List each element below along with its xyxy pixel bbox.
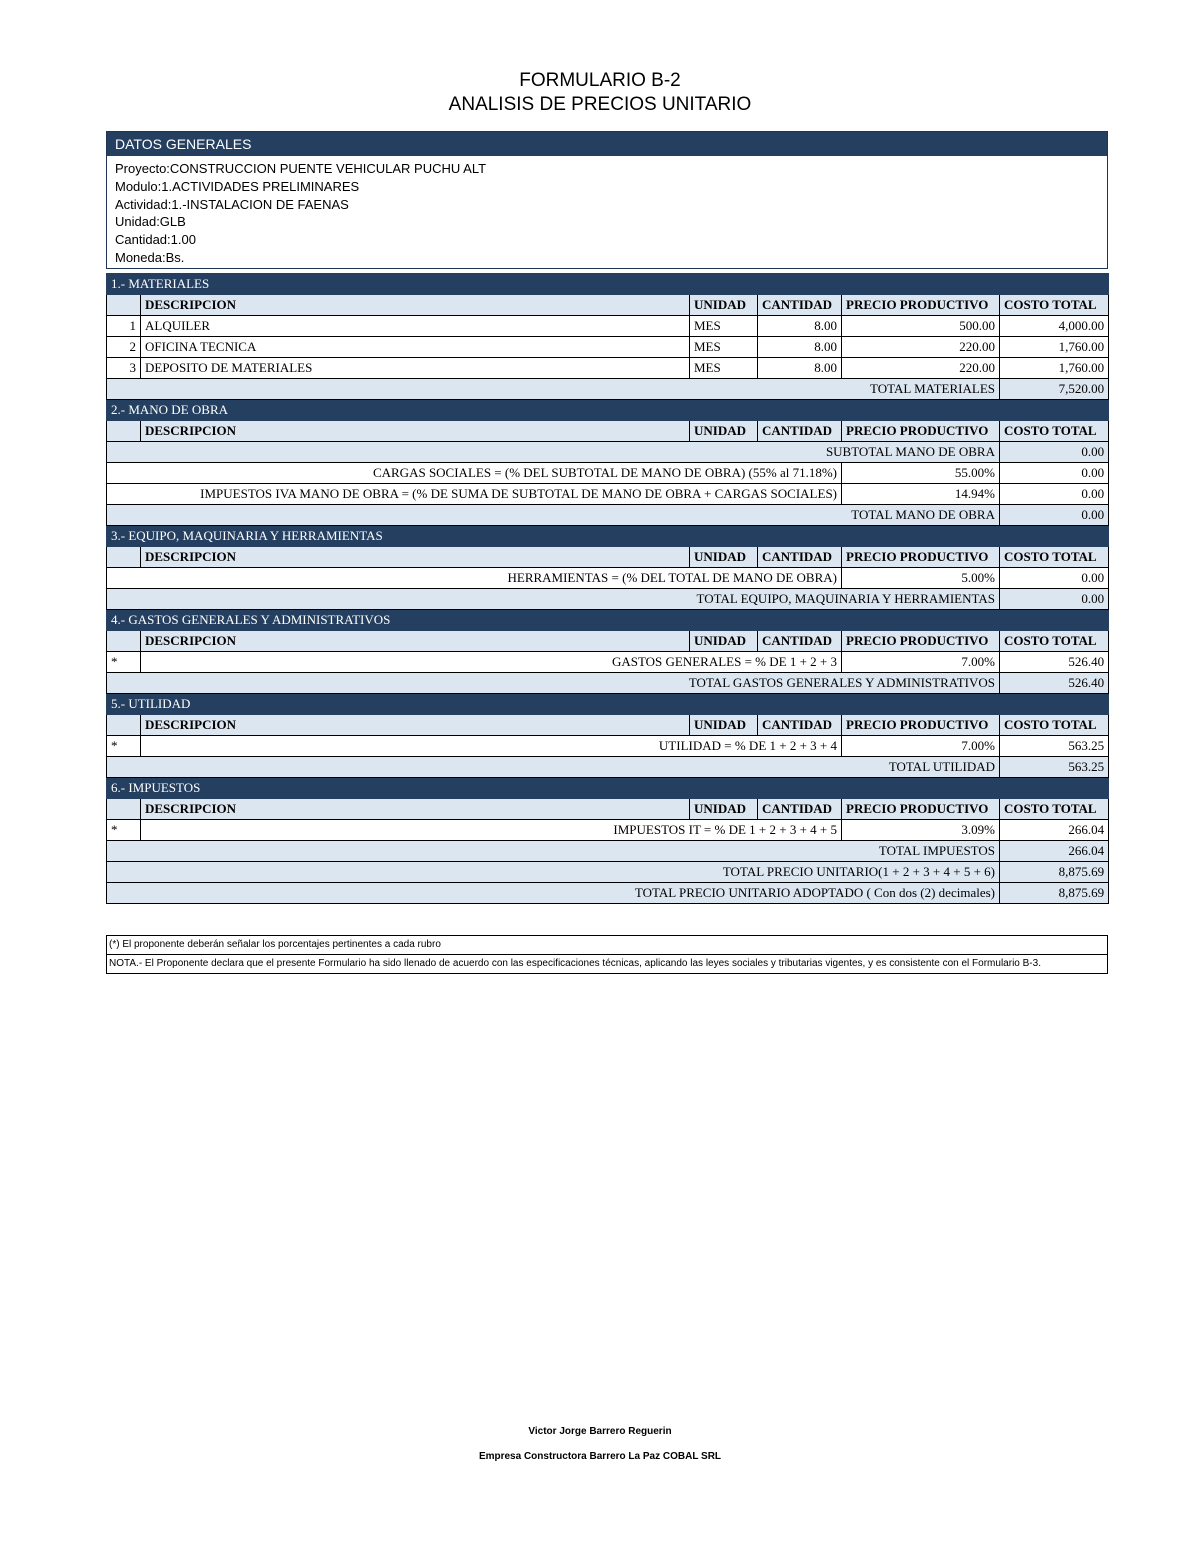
subtotal-label: SUBTOTAL MANO DE OBRA bbox=[107, 442, 1000, 463]
blank-cell bbox=[107, 631, 141, 652]
iva-pct: 14.94% bbox=[842, 484, 1000, 505]
col-descripcion: DESCRIPCION bbox=[141, 295, 690, 316]
datos-generales-box bbox=[106, 131, 1108, 269]
total-adoptado-label: TOTAL PRECIO UNITARIO ADOPTADO ( Con dos (2) decimales) bbox=[107, 883, 1000, 904]
section-title: 1.- MATERIALES bbox=[107, 274, 1109, 295]
cargas-sociales-row bbox=[107, 463, 1109, 484]
gastos-label: GASTOS GENERALES = % DE 1 + 2 + 3 bbox=[141, 652, 842, 673]
col-cantidad: CANTIDAD bbox=[758, 631, 842, 652]
row-unidad: MES bbox=[690, 316, 758, 337]
row-costo: 1,760.00 bbox=[1000, 337, 1109, 358]
notes-box bbox=[106, 935, 1108, 974]
gastos-row bbox=[107, 652, 1109, 673]
datos-generales-body bbox=[107, 156, 1107, 271]
utilidad-label: UTILIDAD = % DE 1 + 2 + 3 + 4 bbox=[141, 736, 842, 757]
total-label: TOTAL IMPUESTOS bbox=[107, 841, 1000, 862]
impuestos-label: IMPUESTOS IT = % DE 1 + 2 + 3 + 4 + 5 bbox=[141, 820, 842, 841]
total-label: TOTAL UTILIDAD bbox=[107, 757, 1000, 778]
subtotal-value: 0.00 bbox=[1000, 442, 1109, 463]
total-label: TOTAL MANO DE OBRA bbox=[107, 505, 1000, 526]
bullet-marker: * bbox=[107, 736, 141, 757]
row-unidad: MES bbox=[690, 337, 758, 358]
col-precio: PRECIO PRODUCTIVO bbox=[842, 421, 1000, 442]
unidad-line: Unidad:GLB bbox=[115, 214, 186, 230]
row-descripcion: DEPOSITO DE MATERIALES bbox=[141, 358, 690, 379]
section-header-materiales bbox=[107, 274, 1109, 295]
col-unidad: UNIDAD bbox=[690, 715, 758, 736]
section-header-gastos bbox=[107, 610, 1109, 631]
section-title: 2.- MANO DE OBRA bbox=[107, 400, 1109, 421]
form-subtitle: ANALISIS DE PRECIOS UNITARIO bbox=[448, 94, 752, 115]
herramientas-label: HERRAMIENTAS = (% DEL TOTAL DE MANO DE OBRA) bbox=[107, 568, 842, 589]
total-row-utilidad bbox=[107, 757, 1109, 778]
impuestos-pct: 3.09% bbox=[842, 820, 1000, 841]
row-number: 2 bbox=[107, 337, 141, 358]
col-cantidad: CANTIDAD bbox=[758, 295, 842, 316]
col-cantidad: CANTIDAD bbox=[758, 799, 842, 820]
blank-cell bbox=[107, 547, 141, 568]
herramientas-pct: 5.00% bbox=[842, 568, 1000, 589]
total-value: 563.25 bbox=[1000, 757, 1109, 778]
row-cantidad: 8.00 bbox=[758, 358, 842, 379]
total-unitario-value: 8,875.69 bbox=[1000, 862, 1109, 883]
total-unitario-label: TOTAL PRECIO UNITARIO(1 + 2 + 3 + 4 + 5 + 6) bbox=[107, 862, 1000, 883]
form-title: FORMULARIO B-2 bbox=[519, 70, 681, 91]
col-costo: COSTO TOTAL bbox=[1000, 547, 1109, 568]
col-costo: COSTO TOTAL bbox=[1000, 631, 1109, 652]
section-title: 5.- UTILIDAD bbox=[107, 694, 1109, 715]
note-porcentajes: (*) El proponente deberán señalar los porcentajes pertinentes a cada rubro bbox=[107, 936, 1107, 955]
row-precio: 220.00 bbox=[842, 358, 1000, 379]
col-precio: PRECIO PRODUCTIVO bbox=[842, 547, 1000, 568]
total-value: 7,520.00 bbox=[1000, 379, 1109, 400]
actividad-line: Actividad:1.-INSTALACION DE FAENAS bbox=[115, 196, 349, 212]
section-header-impuestos bbox=[107, 778, 1109, 799]
row-number: 3 bbox=[107, 358, 141, 379]
moneda-line: Moneda:Bs. bbox=[115, 249, 185, 265]
iva-value: 0.00 bbox=[1000, 484, 1109, 505]
utilidad-pct: 7.00% bbox=[842, 736, 1000, 757]
blank-cell bbox=[107, 715, 141, 736]
utilidad-value: 563.25 bbox=[1000, 736, 1109, 757]
blank-cell bbox=[107, 295, 141, 316]
total-row-equipo bbox=[107, 589, 1109, 610]
signature-company: Empresa Constructora Barrero La Paz COBAL SRL bbox=[478, 1451, 722, 1462]
table-row bbox=[107, 316, 1109, 337]
blank-cell bbox=[107, 799, 141, 820]
section-header-mano-obra bbox=[107, 400, 1109, 421]
cargas-pct: 55.00% bbox=[842, 463, 1000, 484]
row-cantidad: 8.00 bbox=[758, 316, 842, 337]
column-header-row bbox=[107, 631, 1109, 652]
col-descripcion: DESCRIPCION bbox=[141, 547, 690, 568]
section-header-utilidad bbox=[107, 694, 1109, 715]
herramientas-row bbox=[107, 568, 1109, 589]
col-descripcion: DESCRIPCION bbox=[141, 421, 690, 442]
col-costo: COSTO TOTAL bbox=[1000, 295, 1109, 316]
section-title: 6.- IMPUESTOS bbox=[107, 778, 1109, 799]
col-costo: COSTO TOTAL bbox=[1000, 715, 1109, 736]
row-number: 1 bbox=[107, 316, 141, 337]
total-row-gastos bbox=[107, 673, 1109, 694]
gastos-pct: 7.00% bbox=[842, 652, 1000, 673]
total-row-mano-obra bbox=[107, 505, 1109, 526]
col-precio: PRECIO PRODUCTIVO bbox=[842, 631, 1000, 652]
col-cantidad: CANTIDAD bbox=[758, 715, 842, 736]
row-descripcion: ALQUILER bbox=[141, 316, 690, 337]
table-row bbox=[107, 358, 1109, 379]
total-value: 0.00 bbox=[1000, 505, 1109, 526]
impuestos-row bbox=[107, 820, 1109, 841]
section-title: 3.- EQUIPO, MAQUINARIA Y HERRAMIENTAS bbox=[107, 526, 1109, 547]
iva-label: IMPUESTOS IVA MANO DE OBRA = (% DE SUMA DE SUBTOTAL DE MANO DE OBRA + CARGAS SOCIALES) bbox=[107, 484, 842, 505]
total-value: 266.04 bbox=[1000, 841, 1109, 862]
cargas-label: CARGAS SOCIALES = (% DEL SUBTOTAL DE MANO DE OBRA) (55% al 71.18%) bbox=[107, 463, 842, 484]
col-costo: COSTO TOTAL bbox=[1000, 799, 1109, 820]
table-row bbox=[107, 337, 1109, 358]
herramientas-value: 0.00 bbox=[1000, 568, 1109, 589]
col-descripcion: DESCRIPCION bbox=[141, 799, 690, 820]
total-row-materiales bbox=[107, 379, 1109, 400]
column-header-row bbox=[107, 547, 1109, 568]
col-unidad: UNIDAD bbox=[690, 631, 758, 652]
datos-generales-heading: DATOS GENERALES bbox=[107, 132, 1107, 156]
column-header-row bbox=[107, 295, 1109, 316]
total-adoptado-value: 8,875.69 bbox=[1000, 883, 1109, 904]
col-cantidad: CANTIDAD bbox=[758, 547, 842, 568]
total-label: TOTAL GASTOS GENERALES Y ADMINISTRATIVOS bbox=[107, 673, 1000, 694]
total-row-impuestos bbox=[107, 841, 1109, 862]
proyecto-line: Proyecto:CONSTRUCCION PUENTE VEHICULAR PUCHU ALT bbox=[115, 161, 487, 176]
col-descripcion: DESCRIPCION bbox=[141, 715, 690, 736]
total-value: 0.00 bbox=[1000, 589, 1109, 610]
section-title: 4.- GASTOS GENERALES Y ADMINISTRATIVOS bbox=[107, 610, 1109, 631]
total-label: TOTAL EQUIPO, MAQUINARIA Y HERRAMIENTAS bbox=[107, 589, 1000, 610]
bullet-marker: * bbox=[107, 820, 141, 841]
total-value: 526.40 bbox=[1000, 673, 1109, 694]
col-unidad: UNIDAD bbox=[690, 799, 758, 820]
col-unidad: UNIDAD bbox=[690, 295, 758, 316]
row-descripcion: OFICINA TECNICA bbox=[141, 337, 690, 358]
note-declaracion: NOTA.- El Proponente declara que el presente Formulario ha sido llenado de acuerdo con las especificaciones técnicas, aplicando las leyes sociales y tributarias vigentes, y es consistente con el Formulario B-3. bbox=[109, 958, 1041, 969]
utilidad-row bbox=[107, 736, 1109, 757]
signature-name: Victor Jorge Barrero Reguerin bbox=[528, 1426, 672, 1437]
col-precio: PRECIO PRODUCTIVO bbox=[842, 295, 1000, 316]
row-costo: 1,760.00 bbox=[1000, 358, 1109, 379]
col-unidad: UNIDAD bbox=[690, 547, 758, 568]
section-header-equipo bbox=[107, 526, 1109, 547]
col-precio: PRECIO PRODUCTIVO bbox=[842, 715, 1000, 736]
price-analysis-table bbox=[106, 273, 1109, 904]
row-costo: 4,000.00 bbox=[1000, 316, 1109, 337]
impuestos-value: 266.04 bbox=[1000, 820, 1109, 841]
column-header-row bbox=[107, 421, 1109, 442]
column-header-row bbox=[107, 799, 1109, 820]
modulo-line: Modulo:1.ACTIVIDADES PRELIMINARES bbox=[115, 178, 360, 194]
col-unidad: UNIDAD bbox=[690, 421, 758, 442]
gastos-value: 526.40 bbox=[1000, 652, 1109, 673]
cargas-value: 0.00 bbox=[1000, 463, 1109, 484]
total-precio-unitario-row bbox=[107, 862, 1109, 883]
col-costo: COSTO TOTAL bbox=[1000, 421, 1109, 442]
row-precio: 220.00 bbox=[842, 337, 1000, 358]
row-precio: 500.00 bbox=[842, 316, 1000, 337]
subtotal-row-mano-obra bbox=[107, 442, 1109, 463]
bullet-marker: * bbox=[107, 652, 141, 673]
col-precio: PRECIO PRODUCTIVO bbox=[842, 799, 1000, 820]
column-header-row bbox=[107, 715, 1109, 736]
row-cantidad: 8.00 bbox=[758, 337, 842, 358]
row-unidad: MES bbox=[690, 358, 758, 379]
blank-cell bbox=[107, 421, 141, 442]
cantidad-line: Cantidad:1.00 bbox=[115, 232, 196, 248]
total-adoptado-row bbox=[107, 883, 1109, 904]
iva-row bbox=[107, 484, 1109, 505]
col-descripcion: DESCRIPCION bbox=[141, 631, 690, 652]
total-label: TOTAL MATERIALES bbox=[107, 379, 1000, 400]
col-cantidad: CANTIDAD bbox=[758, 421, 842, 442]
